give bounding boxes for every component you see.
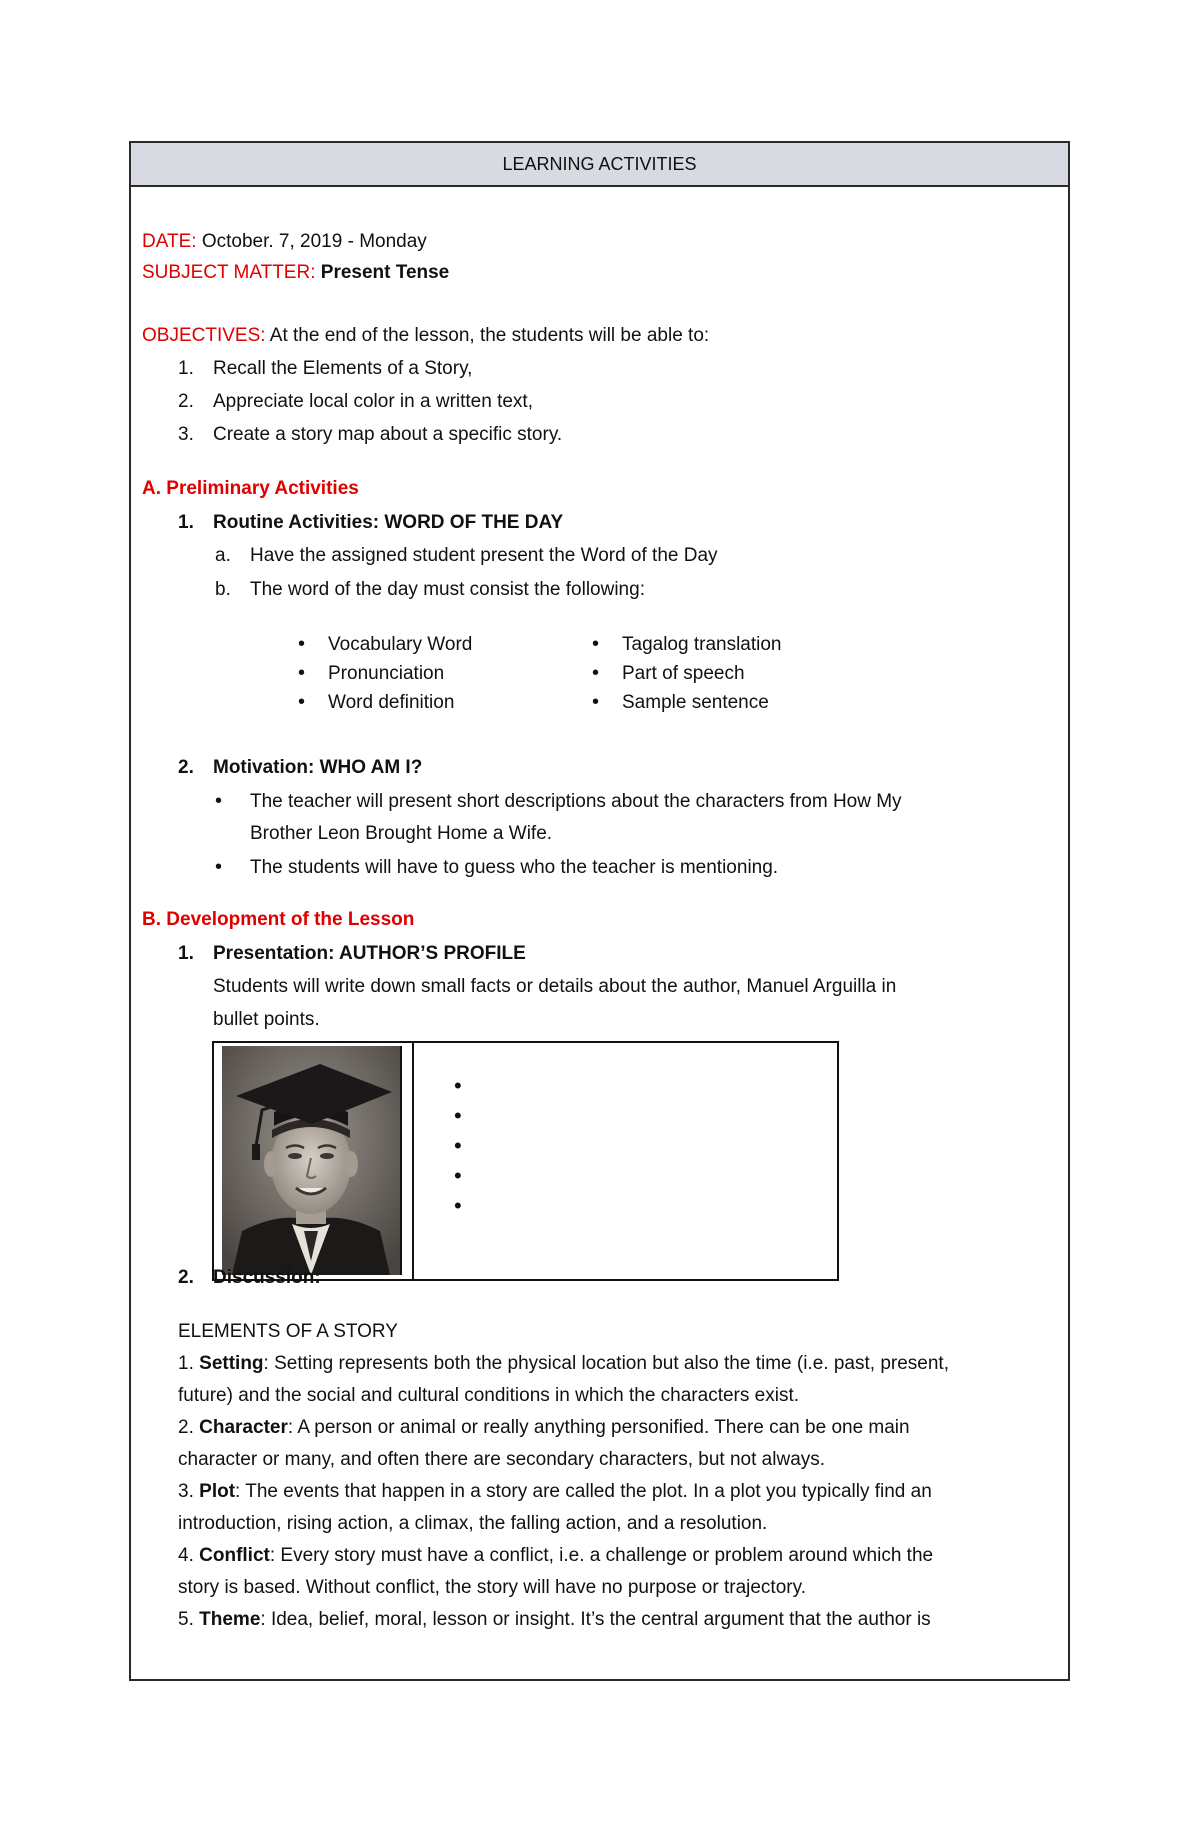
motivation-text-cont: Brother Leon Brought Home a Wife.	[250, 823, 553, 844]
profile-bullet-list	[454, 1071, 462, 1221]
word-list-text: Word definition	[328, 692, 455, 713]
motivation-num: 2.	[178, 757, 194, 778]
routine-title: Routine Activities: WORD OF THE DAY	[213, 512, 564, 533]
element-num: 1.	[178, 1353, 194, 1374]
presentation-text: Students will write down small facts or details about the author, Manuel Arguilla in	[213, 976, 897, 997]
discussion-title: Discussion:	[213, 1267, 321, 1288]
element-term: Plot	[199, 1481, 236, 1502]
profile-bullet: •	[454, 1133, 462, 1158]
element-item	[178, 1609, 931, 1631]
element-text-cont: character or many, and often there are secondary characters, but not always.	[178, 1449, 826, 1470]
objective-num: 1.	[178, 358, 194, 379]
page-title: LEARNING ACTIVITIES	[502, 154, 697, 174]
objective-text: Appreciate local color in a written text,	[213, 391, 533, 412]
profile-bullet: •	[454, 1193, 462, 1218]
motivation-text: The teacher will present short descriptions about the characters from How My	[250, 791, 902, 812]
word-list-item: • Part of speech	[592, 662, 745, 684]
learning-activities-frame	[129, 141, 1070, 1681]
word-list-text: Part of speech	[622, 663, 745, 684]
element-num: 5.	[178, 1609, 194, 1630]
profile-bullet: •	[454, 1103, 462, 1128]
word-list-item: • Sample sentence	[592, 691, 769, 713]
routine-num: 1.	[178, 512, 194, 533]
element-term: Theme	[199, 1609, 261, 1630]
element-term: Conflict	[199, 1545, 270, 1566]
subject-line	[142, 262, 449, 284]
element-text: : A person or animal or really anything personified. There can be one main	[287, 1417, 910, 1438]
objective-item	[178, 424, 562, 446]
word-list-item: • Word definition	[298, 691, 455, 713]
objective-text: Create a story map about a specific story.	[213, 424, 563, 445]
routine-heading	[178, 512, 563, 534]
objective-item	[178, 358, 472, 380]
element-num: 4.	[178, 1545, 194, 1566]
presentation-heading	[178, 943, 526, 965]
profile-bullet: •	[454, 1163, 462, 1188]
element-text: : Setting represents both the physical location but also the time (i.e. past, present,	[263, 1353, 949, 1374]
motivation-heading	[178, 757, 422, 779]
routine-step	[215, 579, 645, 601]
table-divider	[412, 1043, 414, 1279]
frame-header	[131, 143, 1068, 187]
objectives-line	[142, 325, 709, 347]
word-list-item: • Pronunciation	[298, 662, 445, 684]
motivation-bullet: • The teacher will present short descriptions about the characters from How My	[215, 790, 902, 812]
motivation-text: The students will have to guess who the teacher is mentioning.	[250, 857, 779, 878]
author-profile-table	[212, 1041, 839, 1281]
objectives-intro: At the end of the lesson, the students will be able to:	[269, 325, 710, 346]
objective-num: 3.	[178, 424, 194, 445]
element-text-cont: future) and the social and cultural conditions in which the characters exist.	[178, 1385, 799, 1406]
element-item	[178, 1417, 910, 1439]
word-list-text: Sample sentence	[622, 692, 769, 713]
step-letter: a.	[215, 545, 231, 566]
date-value: October. 7, 2019 - Monday	[201, 231, 427, 252]
date-label: DATE:	[142, 231, 197, 252]
subject-label: SUBJECT MATTER:	[142, 262, 316, 283]
objective-text: Recall the Elements of a Story,	[213, 358, 473, 379]
motivation-title: Motivation: WHO AM I?	[213, 757, 423, 778]
word-list-text: Tagalog translation	[622, 634, 782, 655]
element-text: : Idea, belief, moral, lesson or insight. It’s the central argument that the author is	[260, 1609, 931, 1630]
word-list-text: Pronunciation	[328, 663, 445, 684]
routine-step	[215, 545, 718, 567]
date-line	[142, 231, 427, 253]
step-text: Have the assigned student present the Word of the Day	[250, 545, 718, 566]
profile-bullet: •	[454, 1073, 462, 1098]
presentation-text-cont: bullet points.	[213, 1009, 320, 1030]
section-b-title: B. Development of the Lesson	[142, 909, 415, 930]
step-letter: b.	[215, 579, 231, 600]
word-list-text: Vocabulary Word	[328, 634, 473, 655]
presentation-title: Presentation: AUTHOR’S PROFILE	[213, 943, 526, 964]
author-photo	[222, 1046, 402, 1275]
element-term: Character	[199, 1417, 288, 1438]
element-text: : The events that happen in a story are called the plot. In a plot you typically find an	[235, 1481, 932, 1502]
word-list-item: • Tagalog translation	[592, 633, 782, 655]
discussion-num: 2.	[178, 1267, 194, 1288]
subject-value: Present Tense	[320, 262, 450, 283]
element-item	[178, 1545, 933, 1567]
elements-title: ELEMENTS OF A STORY	[178, 1321, 398, 1342]
element-text-cont: introduction, rising action, a climax, the falling action, and a resolution.	[178, 1513, 768, 1534]
word-list-item: • Vocabulary Word	[298, 633, 473, 655]
objective-num: 2.	[178, 391, 194, 412]
section-a-title: A. Preliminary Activities	[142, 478, 359, 499]
presentation-num: 1.	[178, 943, 194, 964]
element-num: 2.	[178, 1417, 194, 1438]
element-text-cont: story is based. Without conflict, the story will have no purpose or trajectory.	[178, 1577, 806, 1598]
objectives-label: OBJECTIVES:	[142, 325, 266, 346]
motivation-bullet: • The students will have to guess who the teacher is mentioning.	[215, 856, 779, 878]
objective-item	[178, 391, 533, 413]
author-portrait-image	[222, 1046, 400, 1275]
step-text: The word of the day must consist the following:	[250, 579, 645, 600]
discussion-heading	[178, 1267, 321, 1289]
element-text: : Every story must have a conflict, i.e. a challenge or problem around which the	[269, 1545, 934, 1566]
element-term: Setting	[199, 1353, 264, 1374]
element-item	[178, 1353, 949, 1375]
element-num: 3.	[178, 1481, 194, 1502]
element-item	[178, 1481, 932, 1503]
